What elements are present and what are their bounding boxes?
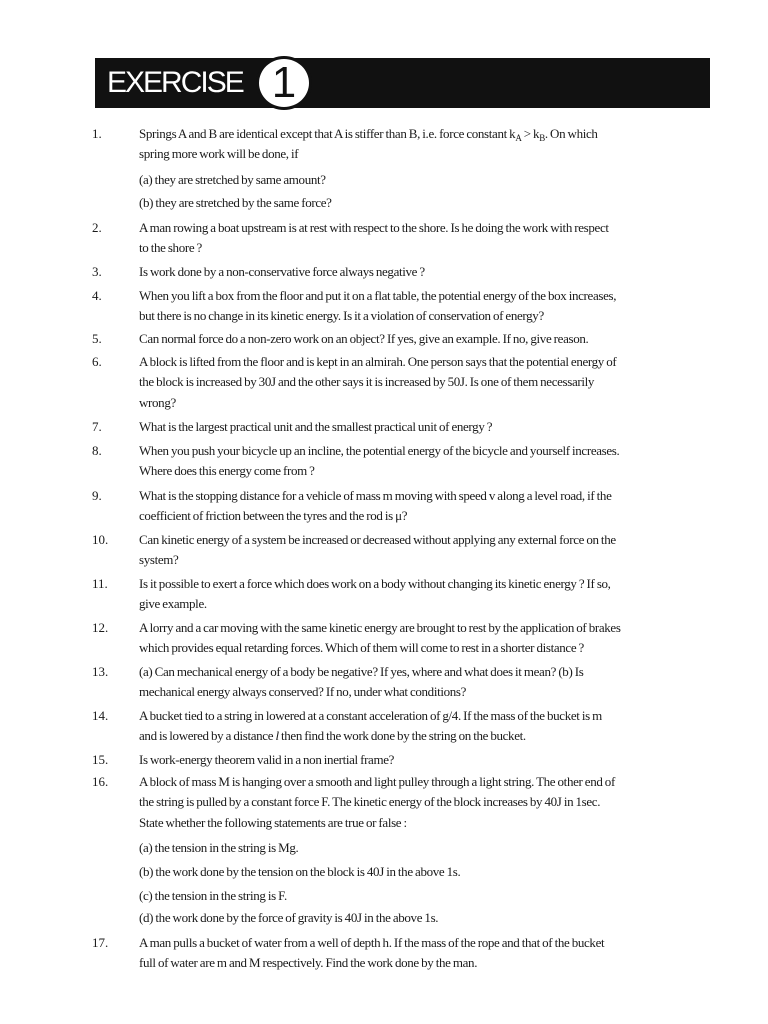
question-subpart: (a) the tension in the string is Mg.	[139, 840, 299, 855]
question-text-line: Can normal force do a non-zero work on an object? If yes, give an example. If no, give reason.	[139, 331, 589, 346]
question-text-line: coefficient of friction between the tyres and the rod is μ?	[139, 508, 408, 524]
question-subpart: (b) they are stretched by the same force?	[139, 195, 332, 210]
question-text-line: Is it possible to exert a force which does work on a body without changing its kinetic energy ? If so,	[139, 576, 611, 591]
question-number: 10.	[92, 532, 109, 547]
question-text-line: What is the stopping distance for a vehicle of mass m moving with speed v along a level road, if the	[139, 488, 612, 503]
question-text-line: wrong?	[139, 394, 176, 410]
exercise-number-badge: 1	[256, 56, 312, 110]
question-number: 9.	[92, 488, 102, 503]
question-number: 6.	[92, 354, 102, 369]
question-text-line: What is the largest practical unit and the smallest practical unit of energy ?	[139, 419, 493, 434]
question-number: 15.	[92, 752, 109, 767]
question-text-line: A block is lifted from the floor and is kept in an almirah. One person says that the potential energy of	[139, 354, 617, 369]
question-text-line: to the shore ?	[139, 240, 202, 256]
question-text-line: Where does this energy come from ?	[139, 463, 315, 479]
question-number: 8.	[92, 443, 102, 458]
question-text-line: A lorry and a car moving with the same kinetic energy are brought to rest by the application of brakes	[139, 620, 621, 635]
question-number: 7.	[92, 419, 102, 434]
question-subpart: (b) the work done by the tension on the block is 40J in the above 1s.	[139, 864, 461, 879]
question-subpart: (c) the tension in the string is F.	[139, 888, 287, 903]
question-text-line: When you lift a box from the floor and put it on a flat table, the potential energy of the box increases,	[139, 288, 617, 303]
question-text-line: A block of mass M is hanging over a smooth and light pulley through a light string. The other end of	[139, 774, 615, 789]
question-text-line: and is lowered by a distance l then find the work done by the string on the bucket.	[139, 728, 526, 744]
question-text-line: spring more work will be done, if	[139, 146, 299, 162]
question-text-line: When you push your bicycle up an incline, the potential energy of the bicycle and yourself increases.	[139, 443, 620, 458]
question-number: 14.	[92, 708, 109, 723]
question-number: 11.	[92, 576, 108, 591]
question-number: 2.	[92, 220, 102, 235]
question-text-line: A man rowing a boat upstream is at rest with respect to the shore. Is he doing the work with respect	[139, 220, 609, 235]
question-subpart: (d) the work done by the force of gravity is 40J in the above 1s.	[139, 910, 439, 925]
question-text-line: system?	[139, 552, 179, 568]
question-number: 3.	[92, 264, 102, 279]
question-text-line: A man pulls a bucket of water from a well of depth h. If the mass of the rope and that of the bucket	[139, 935, 605, 950]
question-number: 1.	[92, 126, 102, 141]
question-number: 5.	[92, 331, 102, 346]
question-text-line: (a) Can mechanical energy of a body be negative? If yes, where and what does it mean? (b) Is	[139, 664, 584, 679]
question-text-line: Is work-energy theorem valid in a non inertial frame?	[139, 752, 395, 767]
question-number: 13.	[92, 664, 109, 679]
question-text-line: the block is increased by 30J and the other says it is increased by 50J. Is one of them necessarily	[139, 374, 595, 390]
question-text-line: which provides equal retarding forces. Which of them will come to rest in a shorter distance ?	[139, 640, 584, 656]
question-text-line: but there is no change in its kinetic energy. Is it a violation of conservation of energy?	[139, 308, 544, 324]
question-text-line: State whether the following statements are true or false :	[139, 814, 407, 830]
question-text-line: mechanical energy always conserved? If no, under what conditions?	[139, 684, 467, 700]
question-number: 4.	[92, 288, 102, 303]
question-subpart: (a) they are stretched by same amount?	[139, 172, 326, 187]
question-text-line: A bucket tied to a string in lowered at a constant acceleration of g/4. If the mass of the bucket is m	[139, 708, 602, 723]
exercise-title: EXERCISE	[107, 66, 243, 99]
question-text-line: the string is pulled by a constant force F. The kinetic energy of the block increases by 40J in 1sec.	[139, 794, 601, 810]
question-text-line: Springs A and B are identical except that A is stiffer than B, i.e. force constant $k_A > k_B$. On which	[139, 126, 598, 143]
question-text-line: give example.	[139, 596, 207, 612]
question-number: 17.	[92, 935, 109, 950]
question-text-line: Can kinetic energy of a system be increased or decreased without applying any external force on the	[139, 532, 616, 547]
question-number: 16.	[92, 774, 109, 789]
question-number: 12.	[92, 620, 109, 635]
question-text-line: Is work done by a non-conservative force always negative ?	[139, 264, 425, 279]
question-text-line: full of water are m and M respectively. Find the work done by the man.	[139, 955, 478, 971]
